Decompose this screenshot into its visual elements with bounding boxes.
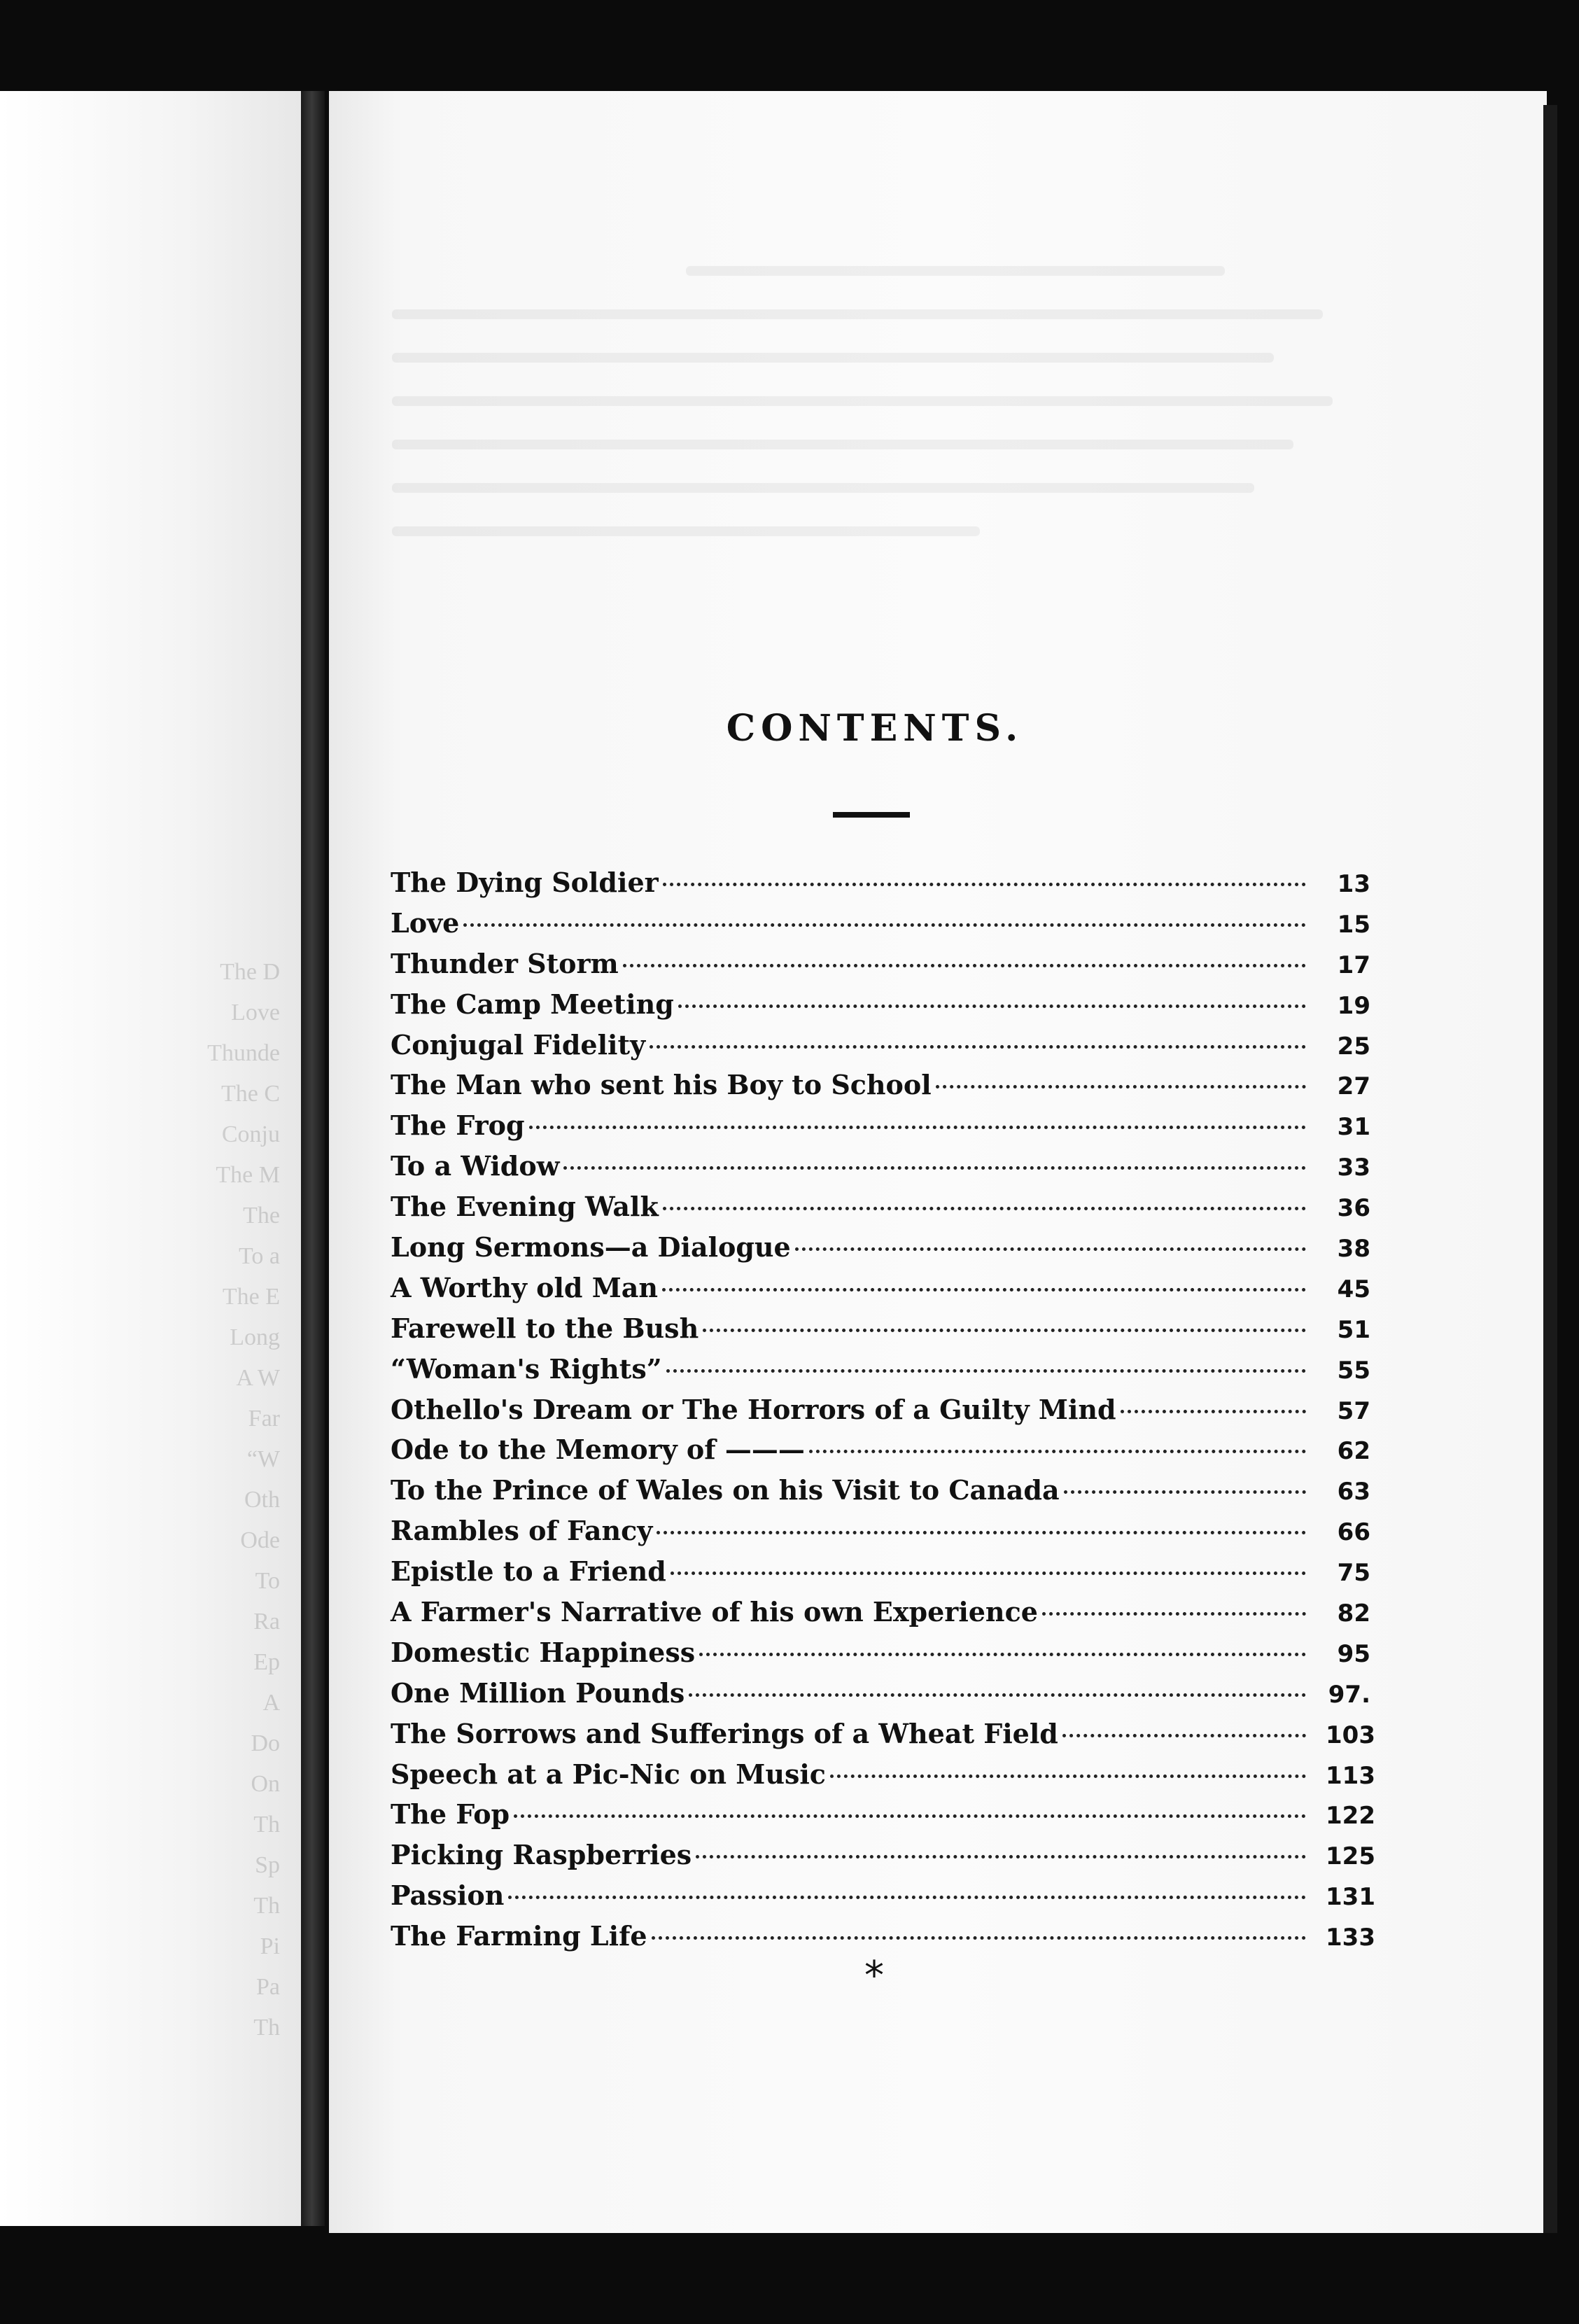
toc-entry (391, 1272, 1370, 1312)
dot-leader (699, 1653, 1306, 1656)
dot-leader (650, 1045, 1306, 1049)
left-page-fragment: Pi (260, 1933, 280, 1959)
toc-entry-page: 75 (1337, 1559, 1370, 1588)
dot-leader (671, 1572, 1306, 1575)
toc-entry-page: 55 (1337, 1356, 1370, 1385)
toc-entry-page: 113 (1326, 1761, 1375, 1790)
left-page-bleed-through (105, 959, 280, 2055)
toc-entry-title: The Farming Life (391, 1920, 647, 1952)
toc-entry-title: A Farmer's Narrative of his own Experience (391, 1596, 1038, 1628)
dot-leader (529, 1126, 1306, 1129)
page-title: CONTENTS. (726, 707, 1024, 750)
dot-leader (936, 1085, 1306, 1088)
left-page-fragment: Far (248, 1406, 280, 1432)
dot-leader (1042, 1612, 1306, 1616)
left-page-fragment: Love (231, 1000, 280, 1026)
toc-entry-title: Thunder Storm (391, 947, 619, 979)
left-page-fragment: Th (253, 1893, 280, 1919)
toc-entry (391, 1839, 1375, 1879)
toc-entry-title: Farewell to the Bush (391, 1312, 699, 1344)
dot-leader (508, 1896, 1306, 1899)
dot-leader (1121, 1410, 1306, 1413)
toc-entry (391, 1434, 1370, 1474)
left-page-fragment: Long (230, 1324, 280, 1350)
toc-entry (391, 1191, 1370, 1231)
page-edge-shadow (1543, 105, 1557, 2233)
toc-entry-title: The Frog (391, 1110, 525, 1142)
dot-leader (1062, 1734, 1306, 1737)
toc-entry-page: 51 (1337, 1315, 1370, 1344)
toc-entry (391, 1353, 1370, 1394)
toc-entry-title: The Fop (391, 1798, 510, 1830)
toc-entry-title: “Woman's Rights” (391, 1352, 662, 1385)
left-page-fragment: Th (253, 2015, 280, 2040)
toc-entry (391, 1150, 1370, 1191)
toc-entry (391, 988, 1370, 1029)
title-rule (833, 812, 910, 818)
left-page-fragment: Conju (221, 1121, 280, 1147)
toc-entry-page: 19 (1337, 991, 1370, 1020)
toc-entry-page: 38 (1337, 1235, 1370, 1264)
bleed-through-text (392, 266, 1372, 570)
toc-entry-page: 62 (1337, 1437, 1370, 1466)
toc-entry-page: 57 (1337, 1396, 1370, 1425)
toc-entry (391, 1474, 1370, 1515)
dot-leader (696, 1855, 1306, 1858)
left-page-fragment: Pa (256, 1974, 280, 2000)
toc-entry (391, 1758, 1375, 1799)
toc-entry-title: The Evening Walk (391, 1191, 659, 1223)
left-page-fragment: Ep (253, 1649, 280, 1675)
dot-leader (795, 1247, 1306, 1251)
left-page-fragment: Ode (240, 1527, 280, 1553)
toc-entry (391, 1555, 1370, 1596)
left-page (0, 91, 308, 2226)
toc-entry (391, 1717, 1375, 1758)
toc-entry-title: Passion (391, 1879, 505, 1912)
toc-entry (391, 1596, 1370, 1637)
toc-entry-page: 17 (1337, 951, 1370, 979)
dot-leader (663, 883, 1306, 886)
toc-entry-page: 122 (1326, 1802, 1375, 1830)
left-page-fragment: On (251, 1771, 280, 1797)
toc-entry-page: 95 (1337, 1639, 1370, 1668)
left-page-fragment: To (255, 1568, 280, 1594)
left-page-fragment: The D (220, 959, 280, 985)
toc-entry-page: 45 (1337, 1275, 1370, 1303)
toc-entry-title: Long Sermons—a Dialogue (391, 1231, 791, 1264)
toc-entry-page: 103 (1326, 1721, 1375, 1749)
dot-leader (463, 923, 1306, 927)
dot-leader (1064, 1490, 1306, 1494)
toc-entry-title: Love (391, 906, 460, 939)
toc-entry-title: To a Widow (391, 1150, 560, 1182)
dot-leader (678, 1004, 1306, 1008)
dot-leader (623, 964, 1306, 967)
toc-entry (391, 1069, 1370, 1110)
toc-entry-page: 131 (1326, 1883, 1375, 1912)
dot-leader (652, 1936, 1306, 1940)
toc-entry-title: Othello's Dream or The Horrors of a Guilty Mind (391, 1393, 1116, 1425)
toc-entry-title: A Worthy old Man (391, 1271, 659, 1303)
toc-entry (391, 1798, 1375, 1839)
toc-entry (391, 1029, 1370, 1070)
left-page-fragment: To a (239, 1243, 280, 1269)
dot-leader (809, 1450, 1306, 1453)
toc-entry (391, 1637, 1370, 1677)
toc-entry (391, 907, 1370, 948)
toc-entry-page: 15 (1337, 910, 1370, 939)
toc-entry (391, 1515, 1370, 1555)
left-page-fragment: Th (253, 1812, 280, 1837)
toc-entry (391, 1312, 1370, 1353)
toc-entry-title: One Million Pounds (391, 1676, 685, 1709)
toc-entry (391, 1110, 1370, 1150)
left-page-fragment: Do (251, 1730, 280, 1756)
dot-leader (663, 1207, 1306, 1210)
toc-entry-page: 133 (1326, 1924, 1375, 1952)
toc-entry-page: 36 (1337, 1194, 1370, 1223)
left-page-fragment: “W (246, 1446, 280, 1472)
left-page-fragment: A (262, 1690, 280, 1716)
toc-entry (391, 948, 1370, 988)
toc-entry-page: 31 (1337, 1113, 1370, 1142)
toc-entry-title: Domestic Happiness (391, 1636, 696, 1668)
toc-entry-page: 13 (1337, 870, 1370, 898)
toc-entry-title: To the Prince of Wales on his Visit to Canada (391, 1474, 1060, 1506)
dot-leader (666, 1369, 1306, 1373)
toc-entry (391, 867, 1370, 907)
toc-entry-page: 25 (1337, 1032, 1370, 1060)
toc-entry-page: 33 (1337, 1154, 1370, 1182)
toc-entry-title: Ode to the Memory of ——— (391, 1434, 805, 1466)
left-page-fragment: The M (216, 1162, 280, 1188)
left-page-fragment: The E (222, 1284, 280, 1310)
toc-entry-page: 63 (1337, 1478, 1370, 1506)
toc-entry-page: 27 (1337, 1072, 1370, 1101)
left-page-fragment: The C (220, 1081, 280, 1107)
left-page-fragment: The (243, 1203, 280, 1228)
dot-leader (830, 1774, 1306, 1778)
toc-entry-page: 66 (1337, 1518, 1370, 1547)
toc-entry-title: The Man who sent his Boy to School (391, 1069, 932, 1101)
toc-entry (391, 1879, 1375, 1920)
dot-leader (703, 1329, 1306, 1332)
toc-entry-title: Epistle to a Friend (391, 1555, 666, 1588)
left-page-fragment: Ra (253, 1609, 280, 1634)
toc-entry-page: 125 (1326, 1842, 1375, 1871)
toc-entry-title: Conjugal Fidelity (391, 1028, 646, 1060)
dot-leader (689, 1693, 1306, 1697)
book-binding (301, 91, 325, 2226)
toc-entry-page: 82 (1337, 1600, 1370, 1628)
toc-entry-title: Speech at a Pic-Nic on Music (391, 1758, 826, 1790)
toc-entry (391, 1394, 1370, 1434)
toc-entry (391, 1231, 1370, 1272)
left-page-fragment: Thunde (207, 1040, 280, 1066)
dot-leader (563, 1166, 1306, 1170)
toc-entry-title: Picking Raspberries (391, 1839, 692, 1871)
asterisk-mark: * (864, 1953, 884, 1998)
left-page-fragment: A W (236, 1365, 280, 1391)
dot-leader (662, 1288, 1306, 1292)
toc-entry-title: The Dying Soldier (391, 867, 659, 898)
toc-entry-title: Rambles of Fancy (391, 1515, 653, 1547)
toc-entry-title: The Sorrows and Sufferings of a Wheat Field (391, 1717, 1058, 1749)
contents-list (391, 867, 1375, 1961)
dot-leader (514, 1814, 1306, 1818)
left-page-fragment: Sp (255, 1852, 280, 1878)
toc-entry-title: The Camp Meeting (391, 988, 674, 1020)
left-page-fragment: Oth (244, 1487, 280, 1513)
toc-entry (391, 1677, 1370, 1718)
toc-entry-page: 97. (1328, 1680, 1370, 1709)
dot-leader (657, 1531, 1306, 1534)
